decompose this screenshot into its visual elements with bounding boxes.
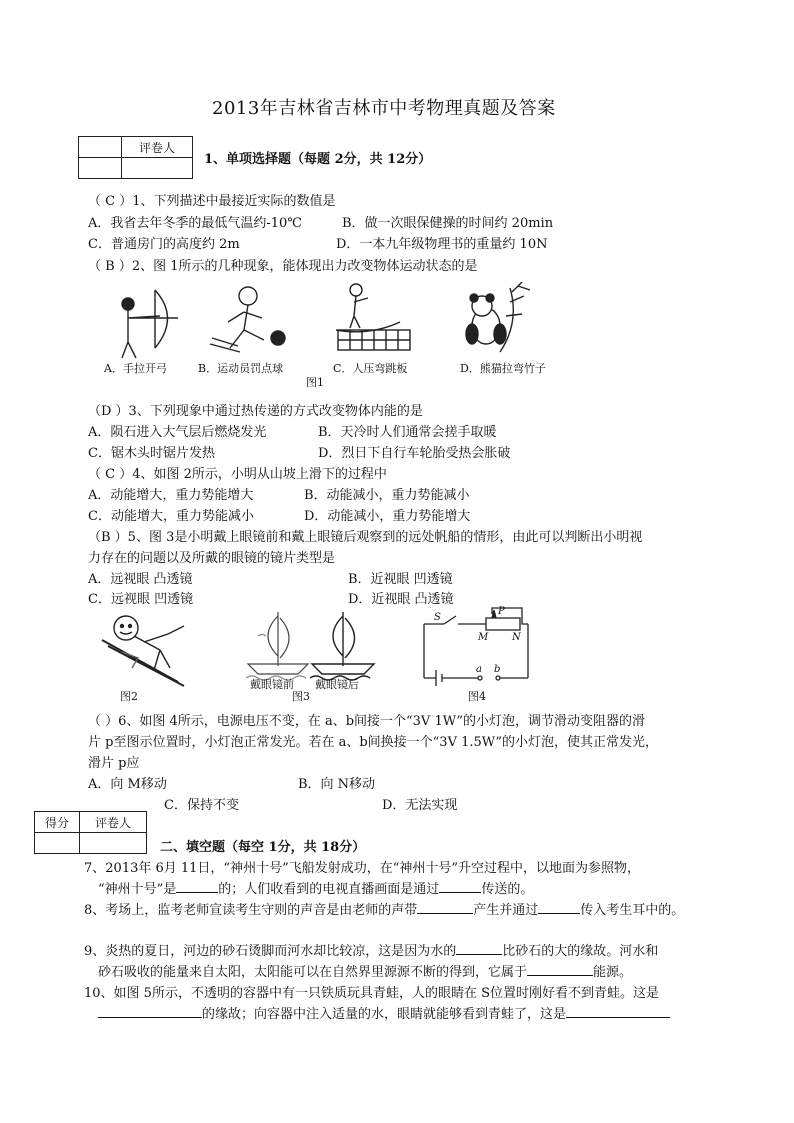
- q7-line1: 7、2013年 6月 11日，“神州十号”飞船发射成功，在“神州十号”升空过程中，以地面为参照物，: [84, 861, 641, 876]
- diving-board-drawing: [336, 284, 410, 350]
- fig4-label: 图4: [468, 690, 486, 703]
- q3-option-d: D．烈日下自行车轮胎受热会胀破: [318, 446, 511, 461]
- q5-option-d: D．近视眼 凸透镜: [348, 592, 454, 607]
- circuit-label-s: S: [434, 612, 441, 623]
- fig3-after-caption: 戴眼镜后: [315, 678, 359, 691]
- q9-text-b: 比砂石的大的缘故。河水和: [502, 944, 659, 959]
- q6-stem-line3: 滑片 p应: [88, 756, 140, 771]
- q1-option-b: B．做一次眼保健操的时间约 20min: [342, 216, 554, 231]
- q5-option-a: A．远视眼 凸透镜: [88, 572, 193, 587]
- skier-drawing: [102, 616, 184, 686]
- q2-stem: （ B ）2、图 1所示的几种现象，能体现出力改变物体运动状态的是: [88, 259, 478, 274]
- q4-stem: （ C ）4、如图 2所示，小明从山坡上滑下的过程中: [88, 467, 387, 482]
- q9-blank-2[interactable]: [527, 963, 593, 976]
- q4-option-c: C．动能增大，重力势能减小: [88, 509, 254, 524]
- section-2-heading: 二、填空题（每空 1分，共 18分）: [160, 840, 366, 855]
- q6-option-d: D．无法实现: [382, 798, 458, 813]
- circuit-label-m: M: [478, 632, 489, 643]
- q1-stem: （ C ）1、下列描述中最接近实际的数值是: [88, 194, 336, 209]
- q10-blank-2[interactable]: [566, 1005, 670, 1018]
- score-cell[interactable]: [35, 833, 80, 854]
- q9-text-d: 能源。: [593, 965, 633, 980]
- q6-stem-line2: 片 p至图示位置时，小灯泡正常发光。若在 a、b间换接一个“3V 1.5W”的小灯泡，使其正常发光，: [88, 735, 659, 750]
- reviewer-box: [78, 136, 193, 179]
- q8-text-a: 8、考场上，监考老师宣读考生守则的声音是由老师的声带: [84, 903, 418, 918]
- q7-text-b: 的；人们收看到的电视直播画面是通过: [218, 882, 440, 897]
- q6-option-b: B．向 N移动: [298, 777, 376, 792]
- q10-blank-1[interactable]: [98, 1005, 202, 1018]
- q9-blank-1[interactable]: [456, 942, 502, 955]
- q6-option-c: C．保持不变: [164, 798, 239, 813]
- q5-option-c: C．远视眼 凹透镜: [88, 592, 194, 607]
- score-box: [34, 811, 147, 854]
- q3-option-a: A．陨石进入大气层后燃烧发光: [88, 425, 267, 440]
- panda-bamboo-drawing: [466, 282, 530, 352]
- reviewer-cell-2[interactable]: [80, 833, 147, 854]
- q4-option-a: A．动能增大，重力势能增大: [88, 488, 254, 503]
- section-1-heading: 1、单项选择题（每题 2分，共 12分）: [204, 152, 432, 167]
- q8-text-c: 传入考生耳中的。: [580, 903, 685, 918]
- q3-option-b: B．天冷时人们通常会搓手取暖: [318, 425, 497, 440]
- q8-text-b: 产生并通过: [473, 903, 539, 918]
- reviewer-header: 评卷人: [122, 137, 193, 158]
- q7-line2: [98, 878, 533, 897]
- sailboat-before-drawing: [246, 612, 308, 680]
- q9-text-a: 9、炎热的夏日，河边的砂石烫脚而河水却比较凉，这是因为水的: [84, 944, 457, 959]
- fig3-before-caption: 戴眼镜前: [250, 678, 294, 691]
- q3-option-c: C．锯木头时锯片发热: [88, 446, 215, 461]
- q9-line1: [84, 940, 658, 959]
- q5-stem-line1: （B ）5、图 3是小明戴上眼镜前和戴上眼镜后观察到的远处帆船的情形，由此可以判断出小明视: [88, 530, 643, 545]
- footballer-drawing: [210, 287, 285, 352]
- q8-blank-2[interactable]: [538, 901, 580, 914]
- q7-text-a: “神州十号”是: [98, 882, 177, 897]
- q7-blank-2[interactable]: [439, 880, 481, 893]
- fig3-label: 图3: [292, 690, 310, 703]
- reviewer-header-2: 评卷人: [80, 812, 147, 833]
- q1-option-c: C．普通房门的高度约 2m: [88, 237, 240, 252]
- circuit-label-p: P: [498, 606, 505, 617]
- q9-line2: [98, 961, 632, 980]
- circuit-label-b: b: [494, 664, 501, 675]
- q4-option-d: D．动能减小，重力势能增大: [304, 509, 471, 524]
- page-title: 2013年吉林省吉林市中考物理真题及答案: [212, 98, 556, 119]
- circuit-label-a: a: [476, 664, 482, 675]
- q8-blank-1[interactable]: [417, 901, 473, 914]
- fig1-caption-b: B．运动员罚点球: [198, 362, 284, 375]
- q10-text-a: 的缘故；向容器中注入适量的水，眼睛就能够看到青蛙了，这是: [202, 1007, 567, 1022]
- score-header: 得分: [35, 812, 80, 833]
- q8-line: [84, 899, 684, 918]
- archer-drawing: [122, 290, 178, 358]
- q1-option-a: A．我省去年冬季的最低气温约-10℃: [88, 216, 302, 231]
- q4-option-b: B．动能减小，重力势能减小: [304, 488, 470, 503]
- q3-stem: （D ）3、下列现象中通过热传递的方式改变物体内能的是: [88, 404, 423, 419]
- fig1-caption-d: D．熊猫拉弯竹子: [460, 362, 546, 375]
- q1-option-d: D．一本九年级物理书的重量约 10N: [336, 237, 548, 252]
- q10-line1: 10、如图 5所示，不透明的容器中有一只铁质玩具青蛙，人的眼睛在 S位置时刚好看不到青蛙。这是: [84, 986, 659, 1001]
- fig1-caption-c: C．人压弯跳板: [333, 362, 408, 375]
- fig1-caption-a: A．手拉开弓: [104, 362, 167, 375]
- fig1-label: 图1: [306, 376, 324, 389]
- q6-stem-line1: （ ）6、如图 4所示，电源电压不变，在 a、b间接一个“3V 1W”的小灯泡，调节滑动变阻器的滑: [88, 714, 645, 729]
- q9-text-c: 砂石吸收的能量来自太阳，太阳能可以在自然界里源源不断的得到，它属于: [98, 965, 528, 980]
- q7-blank-1[interactable]: [176, 880, 218, 893]
- q7-text-c: 传送的。: [481, 882, 534, 897]
- reviewer-cell[interactable]: [122, 158, 193, 179]
- figure-1-illustrations: [100, 282, 570, 362]
- sailboat-after-drawing: [310, 612, 374, 680]
- q10-line2: [98, 1003, 670, 1022]
- circuit-label-n: N: [512, 632, 521, 643]
- fig2-label: 图2: [120, 690, 138, 703]
- q5-option-b: B．近视眼 凹透镜: [348, 572, 453, 587]
- q6-option-a: A．向 M移动: [88, 777, 167, 792]
- q5-stem-line2: 力存在的问题以及所戴的眼镜的镜片类型是: [88, 551, 336, 566]
